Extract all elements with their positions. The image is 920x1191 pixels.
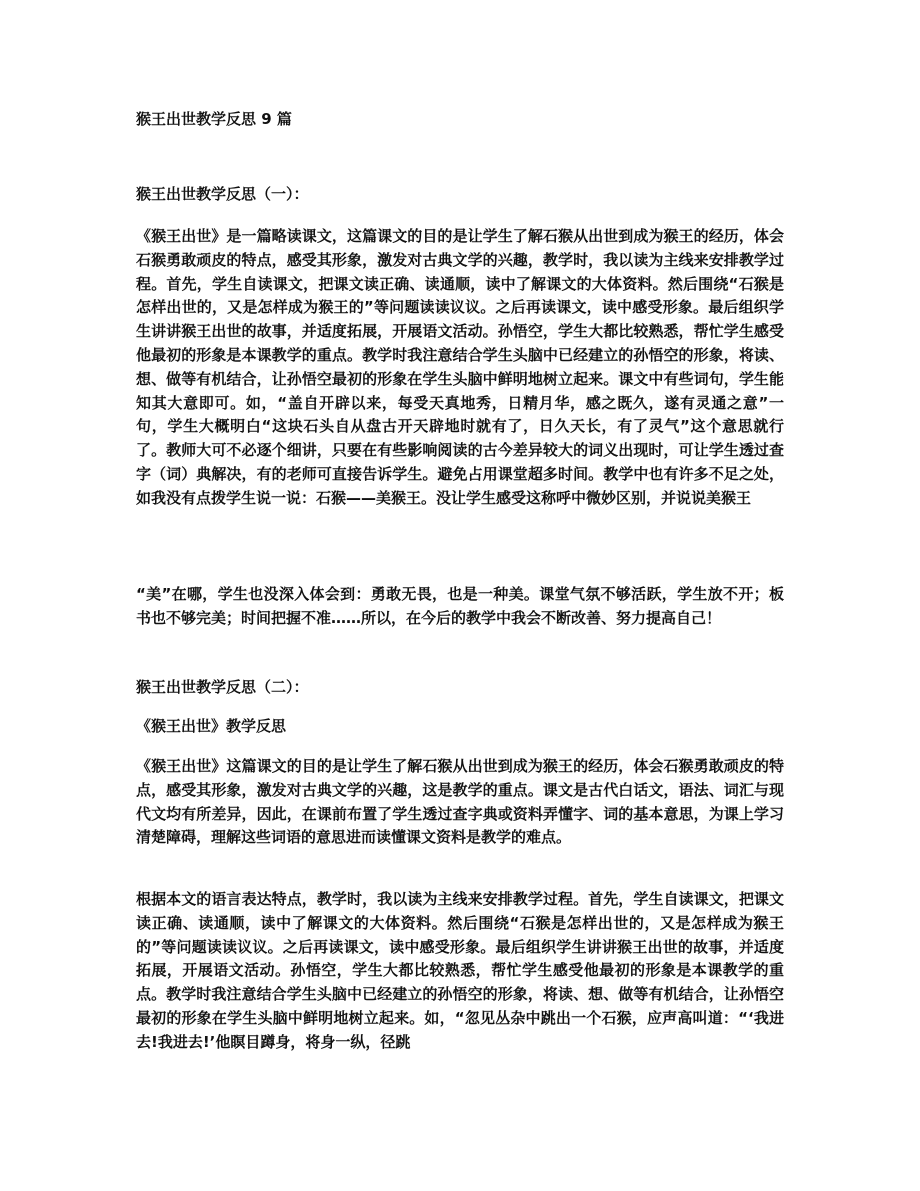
section-2-paragraph-1: 《猴王出世》这篇课文的目的是让学生了解石猴从出世到成为猴王的经历，体会石猴勇敢顽皮的特点，感受其形象，激发对古典文学的兴趣，这是教学的重点。课文是古代白话文，语法、词汇与现代文均有所差异，因此，在课前布置了学生透过查字典或资料弄懂字、词的基本意思，为课上学习清楚障碍，理解这些词语的意思进而读懂课文资料是教学的难点。 xyxy=(136,757,784,847)
section-1-paragraph-1: 《猴王出世》是一篇略读课文，这篇课文的目的是让学生了解石猴从出世到成为猴王的经历，体会石猴勇敢顽皮的特点，感受其形象，激发对古典文学的兴趣，教学时，我以读为主线来安排教学过程。首先，学生自读课文，把课文读正确、读通顺，读中了解课文的大体资料。然后围绕“石猴是怎样出世的，又是怎样成为猴王的”等问题读读议议。之后再读课文，读中感受形象。最后组织学生讲讲猴王出世的故事，并适度拓展，开展语文活动。孙悟空，学生大都比较熟悉，帮忙学生感受他最初的形象是本课教学的重点。教学时我注意结合学生头脑中已经建立的孙悟空的形象，将读、想、做等有机结合，让孙悟空最初的形象在学生头脑中鲜明地树立起来。课文中有些词句，学生能知其大意即可。如，“盖自开辟以来，每受天真地秀，日精月华，感之既久，遂有灵通之意”一句，学生大概明白“这块石头自从盘古开天辟地时就有了，日久天长，有了灵气”这个意思就行了。教师大可不必逐个细讲，只要在有些影响阅读的古今差异较大的词义出现时，可让学生透过查字（词）典解决，有的老师可直接告诉学生。避免占用课堂超多时间。教学中也有许多不足之处，如我没有点拨学生说一说：石猴——美猴王。没让学生感受这称呼中微妙区别，并说说美猴王 xyxy=(136,227,784,507)
section-2-paragraph-2: 根据本文的语言表达特点，教学时，我以读为主线来安排教学过程。首先，学生自读课文，把课文读正确、读通顺，读中了解课文的大体资料。然后围绕“石猴是怎样出世的，又是怎样成为猴王的”等问题读读议议。之后再读课文，读中感受形象。最后组织学生讲讲猴王出世的故事，并适度拓展，开展语文活动。孙悟空，学生大都比较熟悉，帮忙学生感受他最初的形象是本课教学的重点。教学时我注意结合学生头脑中已经建立的孙悟空的形象，将读、想、做等有机结合，让孙悟空最初的形象在学生头脑中鲜明地树立起来。如，“忽见丛杂中跳出一个石猴，应声高叫道：“‘我进去!我进去!’他瞑目蹲身，将身一纵，径跳 xyxy=(136,890,784,1051)
section-1-heading: 猴王出世教学反思（一）： xyxy=(136,185,309,203)
section-2-heading: 猴王出世教学反思（二）： xyxy=(136,678,309,696)
document-title: 猴王出世教学反思 9 篇 xyxy=(136,110,292,128)
section-1-paragraph-2: “美”在哪，学生也没深入体会到：勇敢无畏，也是一种美。课堂气氛不够活跃，学生放不开；板书也不够完美；时间把握不准……所以，在今后的教学中我会不断改善、努力提高自己！ xyxy=(136,585,784,627)
section-2-subheading: 《猴王出世》教学反思 xyxy=(136,717,287,735)
